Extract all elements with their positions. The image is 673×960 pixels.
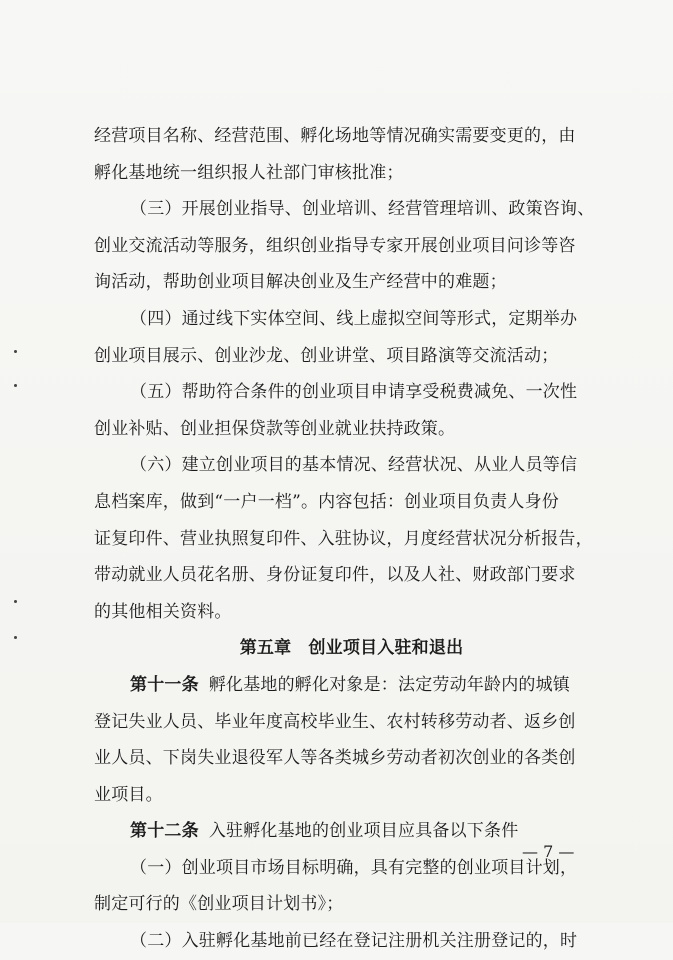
text-line: （三）开展创业指导、创业培训、经营管理培训、政策咨询、	[130, 199, 595, 220]
article-11-heading: 第十一条	[130, 674, 199, 695]
margin-mark	[14, 600, 17, 603]
text-line: 询活动，帮助创业项目解决创业及生产经营中的难题；	[94, 272, 507, 293]
text-line: 创业补贴、创业担保贷款等创业就业扶持政策。	[94, 418, 456, 439]
margin-mark	[14, 636, 17, 639]
article-11-first-line	[94, 667, 609, 704]
article-12-heading: 第十二条	[130, 821, 199, 842]
text-line: 息档案库，做到“一户一档”。内容包括：创业项目负责人身份	[94, 491, 559, 512]
text-line: 制定可行的《创业项目计划书》；	[94, 894, 344, 915]
text-line: （一）创业项目市场目标明确，具有完整的创业项目计划，	[130, 857, 578, 878]
text-line: （六）建立创业项目的基本情况、经营状况、从业人员等信	[130, 455, 578, 476]
margin-mark	[14, 350, 17, 353]
text-line: 登记失业人员、毕业年度高校毕业生、农村转移劳动者、返乡创	[94, 711, 576, 732]
text-line: 证复印件、营业执照复印件、入驻协议，月度经营状况分析报告，	[94, 528, 593, 549]
chapter-title: 第五章 创业项目入驻和退出	[239, 638, 464, 659]
text-line: 带动就业人员花名册、身份证复印件，以及人社、财政部门要求	[94, 565, 576, 586]
text-line: 创业交流活动等服务，组织创业指导专家开展创业项目问诊等咨	[94, 235, 576, 256]
text-line: （二）入驻孵化基地前已经在登记注册机关注册登记的，时	[130, 931, 578, 952]
page-number: — 7 —	[522, 842, 575, 861]
text-line: 孵化基地统一组织报人社部门审核批准；	[94, 162, 404, 183]
text-line: （四）通过线下实体空间、线上虚拟空间等形式，定期举办	[130, 308, 578, 329]
document-body	[94, 118, 609, 960]
text-line: 创业项目展示、创业沙龙、创业讲堂、项目路演等交流活动；	[94, 345, 559, 366]
text-line: 经营项目名称、经营范围、孵化场地等情况确实需要变更的，由	[94, 126, 576, 146]
text-line: （五）帮助符合条件的创业项目申请享受税费减免、一次性	[130, 382, 578, 403]
text-line: 业人员、下岗失业退役军人等各类城乡劳动者初次创业的各类创	[94, 748, 576, 769]
margin-mark	[14, 384, 17, 387]
text-line: 业项目。	[94, 784, 163, 805]
article-11-text: 孵化基地的孵化对象是：法定劳动年龄内的城镇	[208, 674, 571, 695]
article-12-text: 入驻孵化基地的创业项目应具备以下条件	[208, 821, 519, 842]
text-line: 的其他相关资料。	[94, 601, 232, 622]
